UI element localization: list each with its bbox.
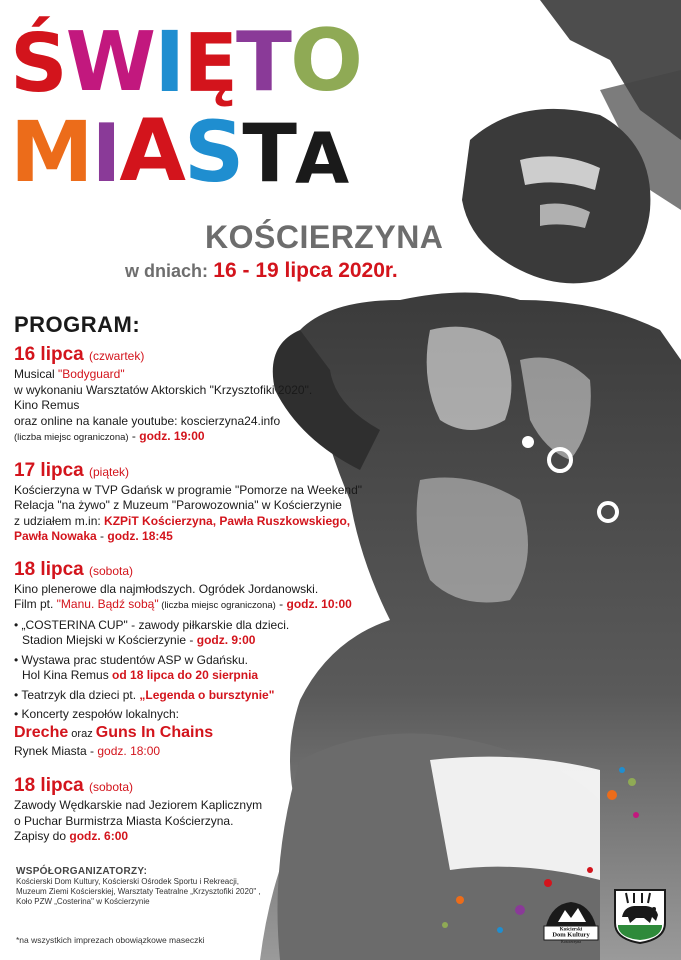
dates-value: 16 - 19 lipca 2020r. [213, 259, 398, 282]
day-weekday: (sobota) [89, 563, 134, 578]
title-letter: M [10, 103, 92, 201]
time: godz. 19:00 [139, 429, 205, 443]
coorganizer-line: Muzeum Ziemi Kościerskiej, Warsztaty Teatralne „Krzysztofiki 2020" , [16, 887, 261, 896]
coat-of-arms-icon [612, 887, 668, 945]
coorganizers [16, 866, 261, 907]
city-name: KOŚCIERZYNA [205, 219, 444, 255]
logo-kdk-top: Kościerski [559, 927, 583, 933]
time: godz. 6:00 [69, 829, 129, 843]
text: z udziałem m.in: [14, 513, 105, 528]
list-item [14, 688, 404, 704]
event-dates [125, 259, 398, 283]
day-date: 18 lipca [14, 775, 84, 796]
time: godz. 18:45 [107, 529, 173, 543]
day-17 [14, 460, 404, 545]
list-item [14, 707, 404, 759]
logo-kdk-main: Dom Kultury [552, 931, 590, 939]
footnote: *na wszystkich imprezach obowiązkowe maseczki [16, 935, 205, 945]
text: Kino plenerowe dla najmłodszych. Ogródek Jordanowski. [14, 581, 319, 596]
text: Musical [14, 367, 59, 381]
title-letter: A [295, 118, 348, 200]
highlight: „Legenda o bursztynie" [139, 687, 275, 702]
title-letter: I [91, 107, 120, 200]
coorganizer-line: Koło PZW „Costerina" w Kościerzynie [16, 897, 150, 906]
text: o Puchar Burmistrza Miasta Kościerzyna. [14, 813, 234, 828]
logo-kdk-bottom: Kościerzyna [561, 939, 581, 944]
band-name: Guns In Chains [95, 723, 214, 741]
text: Zawody Wędkarskie nad Jeziorem Kaplicznym [14, 798, 263, 812]
day-16 [14, 344, 404, 446]
title-letter: T [242, 107, 295, 200]
band-name: Dreche [14, 723, 69, 741]
text: Hol Kina Remus [22, 668, 113, 682]
day-date: 16 lipca [14, 344, 84, 365]
dates-prefix: w dniach: [125, 261, 209, 281]
text: Relacja "na żywo" z Muzeum "Parowozownia" w Kościerzynie [14, 498, 342, 512]
time: godz. 18:00 [97, 743, 161, 758]
title-letter: T [236, 15, 290, 110]
text: Stadion Miejski w Kościerzynie [22, 633, 187, 647]
time: godz. 9:00 [196, 633, 256, 647]
text: Kino Remus [14, 398, 80, 412]
kdk-logo-icon [538, 896, 604, 946]
list-item [14, 653, 404, 684]
text: w wykonaniu Warsztatów Aktorskich "Krzysztofiki 2020". [14, 382, 313, 397]
day-weekday: (sobota) [89, 780, 134, 794]
text: • Wystawa prac studentów ASP w Gdańsku. [14, 652, 248, 667]
title-letter: O [289, 11, 362, 111]
title-letter: Ę [183, 17, 236, 110]
day-date: 17 lipca [14, 459, 84, 481]
text: • „COSTERINA CUP" - zawody piłkarskie dla dzieci. [14, 617, 290, 632]
coorganizers-heading: WSPÓŁORGANIZATORZY: [16, 866, 148, 877]
time: godz. 10:00 [286, 597, 352, 611]
text: Rynek Miasta [14, 743, 87, 758]
day-date: 18 lipca [14, 558, 84, 580]
program-heading: PROGRAM: [14, 312, 141, 337]
sep: - [86, 743, 98, 758]
highlight: od 18 lipca do 20 sierpnia [112, 668, 259, 682]
highlight: Pawła Nowaka [14, 529, 97, 543]
text: Kościerzyna w TVP Gdańsk w programie "Pomorze na Weekend" [14, 482, 363, 497]
title-letter: W [65, 15, 155, 110]
text: oraz online na kanale youtube: koscierzyna24.info [14, 413, 281, 428]
day-18-fishing [14, 775, 404, 845]
text: • Teatrzyk dla dzieci pt. [14, 687, 140, 702]
day-weekday: (piątek) [89, 464, 130, 479]
highlight: "Manu. Bądź sobą" [56, 597, 159, 611]
coorganizer-line: Kościerski Dom Kultury, Kościerski Ośrodek Sportu i Rekreacji, [16, 877, 240, 886]
title-letter: Ś [10, 17, 66, 110]
day-18 [14, 559, 404, 760]
sep: - [96, 529, 108, 543]
text: • Koncerty zespołów lokalnych: [14, 707, 179, 721]
title-letter: I [154, 13, 184, 111]
day-weekday: (czwartek) [89, 349, 145, 363]
sep: - [128, 429, 140, 443]
highlight: KZPiT Kościerzyna, Pawła Ruszkowskiego, [104, 513, 351, 528]
note: (liczba miejsc ograniczona) [14, 432, 129, 443]
sep: - [186, 633, 197, 647]
text: Zapisy do [14, 829, 70, 843]
title-letter: S [183, 103, 243, 201]
title-line-1 [10, 11, 362, 111]
highlight: "Bodyguard" [58, 367, 125, 381]
note: (liczba miejsc ograniczona) [158, 600, 276, 611]
list-item [14, 618, 404, 649]
title-letter: A [119, 101, 184, 201]
sep: - [275, 597, 287, 611]
title-line-2 [10, 101, 348, 201]
program [14, 312, 404, 845]
sep: oraz [68, 727, 96, 740]
text: Film pt. [14, 597, 57, 611]
